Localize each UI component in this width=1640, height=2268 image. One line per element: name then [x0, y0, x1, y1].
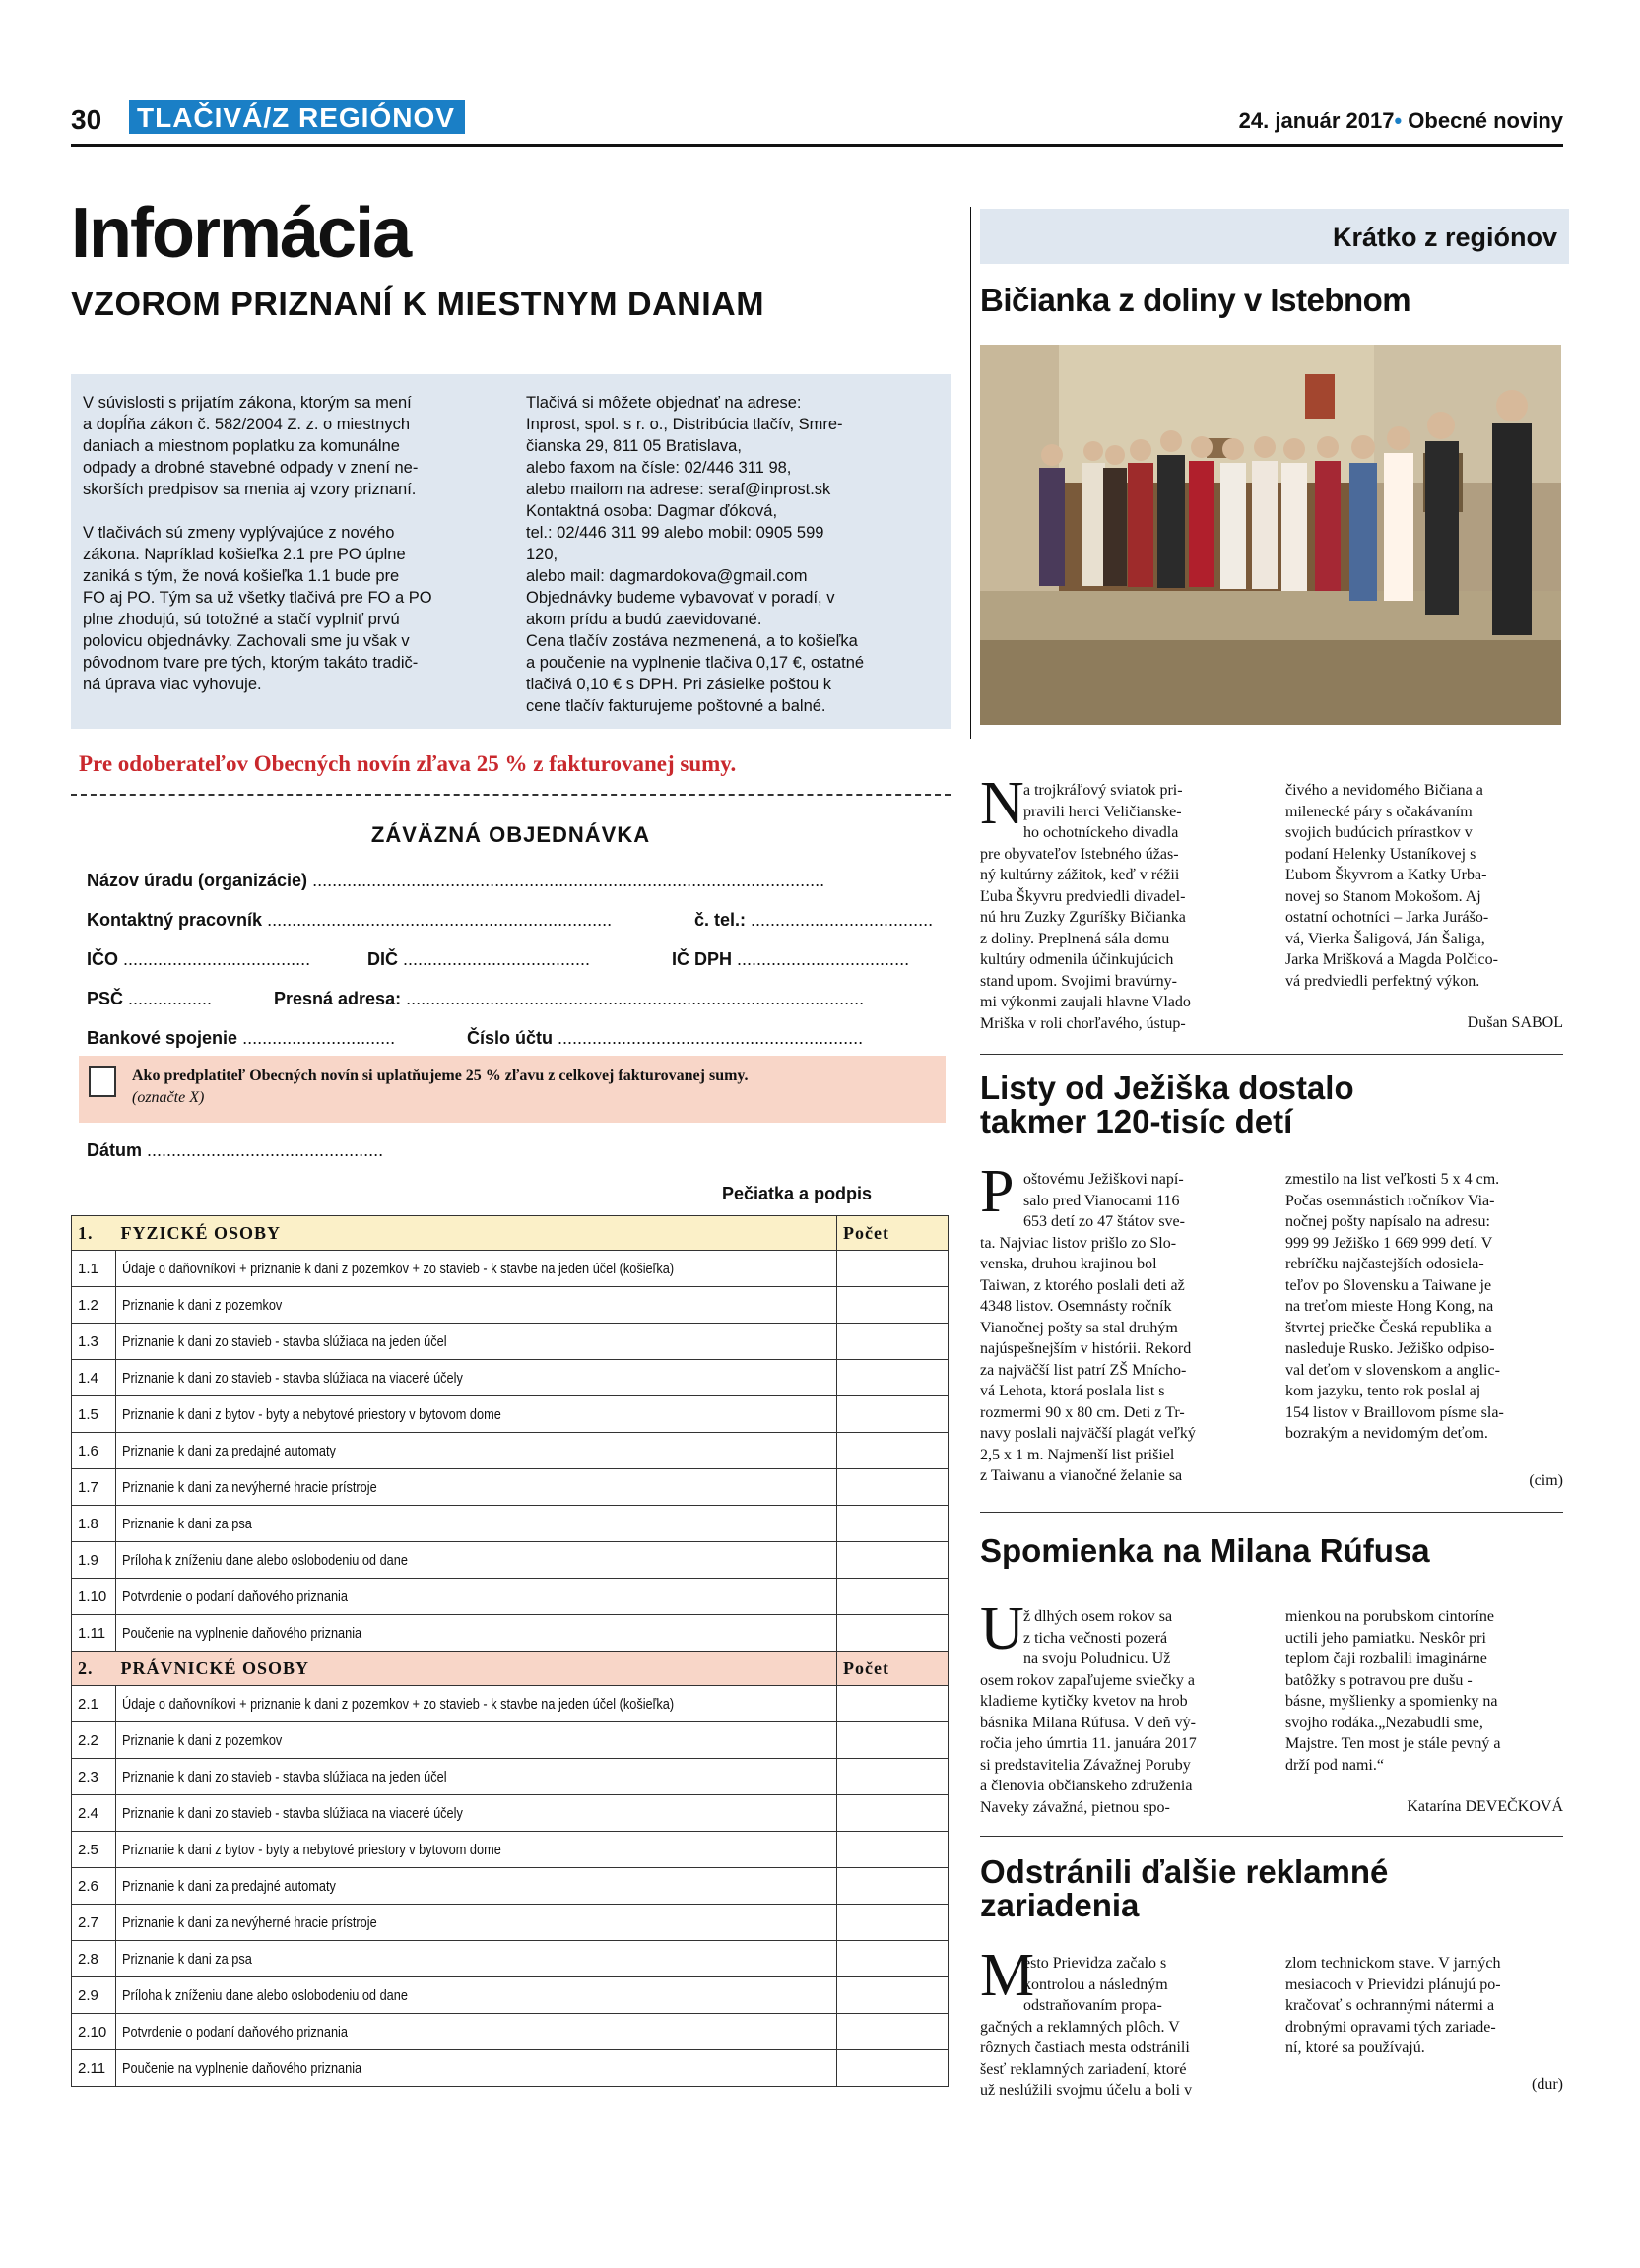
count-cell[interactable]	[837, 1615, 949, 1652]
text-line: mi výkonmi zaujali hlavne Vlado	[980, 994, 1191, 1010]
article-2-byline: (cim)	[1529, 1472, 1563, 1489]
row-number: 2.1	[72, 1686, 116, 1722]
table-row	[72, 1396, 949, 1433]
count-cell[interactable]	[837, 1324, 949, 1360]
table-row	[72, 1615, 949, 1652]
row-number: 2.2	[72, 1722, 116, 1759]
page-title: Informácia	[71, 194, 411, 273]
row-text: Priznanie k dani z pozemkov	[122, 1731, 283, 1749]
row-text: Priznanie k dani za predajné automaty	[122, 1877, 336, 1895]
text-line: z doliny. Preplnená sála domu	[980, 930, 1170, 947]
text-line: Taiwan, z ktorého poslali deti až	[980, 1276, 1185, 1294]
form-order-table	[71, 1215, 949, 2087]
count-cell[interactable]	[837, 1579, 949, 1615]
bank-dots: ...............................	[242, 1028, 396, 1048]
text-line: ta. Najviac listov prišlo zo Slo-	[980, 1234, 1177, 1252]
contact-label: Kontaktný pracovník	[87, 910, 263, 930]
table-row	[72, 1542, 949, 1579]
text-line: kladieme kytičky kvetov na hrob	[980, 1693, 1188, 1710]
icdph-field[interactable]	[672, 949, 909, 970]
article-3-dropcap: U	[980, 1595, 1024, 1662]
tel-field[interactable]	[694, 910, 933, 931]
account-field[interactable]	[467, 1028, 863, 1049]
text-line: oštovému Ježiškovi napí-	[1023, 1171, 1184, 1188]
text-line: na svoju Poludnicu. Už	[1023, 1651, 1171, 1667]
count-cell[interactable]	[837, 1542, 949, 1579]
table-row	[72, 1759, 949, 1795]
article-2-title: Listy od Ježiška dostalo takmer 120-tisíc detí	[980, 1069, 1354, 1139]
bank-label: Bankové spojenie	[87, 1028, 238, 1048]
row-text: Poučenie na vyplnenie daňového priznania	[122, 2059, 362, 2077]
dic-field[interactable]	[367, 949, 590, 970]
psc-label: PSČ	[87, 989, 124, 1008]
row-number: 2.6	[72, 1868, 116, 1905]
psc-field[interactable]	[87, 989, 212, 1009]
text-line: 2,5 x 1 m. Najmenší list prišiel	[980, 1446, 1175, 1463]
text-line: najúspešnejším v histórii. Rekord	[980, 1340, 1192, 1357]
theater-photo-image	[980, 345, 1561, 725]
stamp-label: Pečiatka a podpis	[722, 1184, 873, 1203]
text-line: z Taiwanu a vianočné želanie sa	[980, 1467, 1183, 1484]
text-line: nú hru Zuzky Zguríšky Bičianka	[980, 909, 1186, 926]
text-line: ročia jeho úmrtia 11. januára 2017	[980, 1735, 1197, 1752]
count-cell[interactable]	[837, 1433, 949, 1469]
group-title: FYZICKÉ OSOBY	[120, 1222, 282, 1243]
article-4-dropcap: M	[980, 1942, 1035, 2009]
row-text: Priznanie k dani z pozemkov	[122, 1296, 283, 1314]
address-dots: .............................................................................................	[406, 989, 865, 1008]
subscriber-hint: (označte X)	[132, 1089, 205, 1106]
table-row	[72, 2014, 949, 2050]
icdph-dots: ...................................	[737, 949, 910, 969]
text-line: esto Prievidza začalo s	[1023, 1955, 1167, 1972]
text-line: 653 detí zo 47 štátov sve-	[1023, 1213, 1185, 1230]
row-text: Priznanie k dani zo stavieb - stavba slúžiaca na jeden účel	[122, 1332, 447, 1350]
table-row	[72, 1287, 949, 1324]
text-line: Vianočnej pošty sa stal druhým	[980, 1319, 1178, 1336]
theater-photo	[980, 345, 1561, 725]
info-box	[71, 374, 951, 729]
text-line: rôznych častiach mesta odstránili	[980, 2040, 1190, 2056]
bullet-icon: •	[1394, 108, 1403, 133]
table-row	[72, 1579, 949, 1615]
issue-date: 24. január 2017	[1238, 108, 1395, 133]
row-text: Potvrdenie o podaní daňového priznania	[122, 1588, 348, 1605]
row-text: Priznanie k dani za nevýherné hracie prístroje	[122, 1478, 377, 1496]
ico-field[interactable]	[87, 949, 310, 970]
text-line: rozmermi 90 x 80 cm. Deti z Tr-	[980, 1403, 1185, 1421]
row-text: Priznanie k dani zo stavieb - stavba slúžiaca na viaceré účely	[122, 1369, 463, 1387]
text-line: za najväčší list patrí ZŠ Mníchо-	[980, 1361, 1187, 1379]
text-line: Naveky závažná, pietnou spo-	[980, 1798, 1170, 1816]
row-text: Poučenie na vyplnenie daňového priznania	[122, 1624, 362, 1642]
row-number: 2.7	[72, 1905, 116, 1941]
order-title: ZÁVÄZNÁ OBJEDNÁVKA	[370, 822, 651, 847]
article-2-col1	[980, 1169, 1256, 1487]
count-cell[interactable]	[837, 1722, 949, 1759]
group-number: 2.	[78, 1657, 94, 1678]
ico-label: IČO	[87, 949, 119, 969]
table-row	[72, 1832, 949, 1868]
subscriber-checkbox[interactable]	[89, 1066, 116, 1097]
row-number: 2.4	[72, 1795, 116, 1832]
org-label: Názov úradu (organizácie)	[87, 871, 308, 890]
table-row	[72, 1905, 949, 1941]
contact-field[interactable]	[87, 910, 612, 931]
count-header: Počet	[837, 1216, 949, 1251]
row-number: 2.8	[72, 1941, 116, 1977]
org-field[interactable]	[87, 871, 824, 891]
address-field[interactable]	[274, 989, 864, 1009]
issue-info	[1239, 108, 1563, 134]
row-text: Príloha k zníženiu dane alebo oslobodeniu od dane	[122, 1551, 408, 1569]
tel-dots: .....................................	[751, 910, 934, 930]
table-row	[72, 1251, 949, 1287]
table-row	[72, 1722, 949, 1759]
count-cell[interactable]	[837, 2050, 949, 2087]
count-cell[interactable]	[837, 1251, 949, 1287]
row-number: 1.9	[72, 1542, 116, 1579]
account-label: Číslo účtu	[467, 1028, 554, 1048]
page-subtitle: VZOROM PRIZNANÍ K MIESTNYM DANIAM	[71, 286, 765, 323]
row-number: 1.1	[72, 1251, 116, 1287]
text-line: gačných a reklamných plôch. V	[980, 2018, 1180, 2036]
row-text: Potvrdenie o podaní daňového priznania	[122, 2023, 348, 2041]
count-header: Počet	[837, 1652, 949, 1686]
discount-note: Pre odoberateľov Obecných novín zľava 25 % z fakturovanej sumy.	[79, 751, 737, 776]
date-label: Dátum	[87, 1140, 143, 1160]
article-1-dropcap: N	[980, 770, 1024, 837]
table-row	[72, 1868, 949, 1905]
table-row	[72, 2050, 949, 2087]
section-label: TLAČIVÁ/Z REGIÓNOV	[129, 100, 465, 134]
table-row	[72, 1686, 949, 1722]
row-number: 1.5	[72, 1396, 116, 1433]
row-text: Priznanie k dani za psa	[122, 1515, 252, 1532]
article-1-col2: čivého a nevidomého Bičiana a milenecké páry s očakávaním svojich budúcich prírastkov v podaní Helenky Ustaníkovej s Ľubom Škyvrom a Katky Urba- novej so Stanom Mokošom. Aj ostatní ochotníci – Jarka Jurášo- vá, Vierka Šaligová, Ján Šaliga, Jarka Mrišková a Magda Polčico- vá predviedli perfektný výkon.	[1285, 782, 1498, 990]
table-group-header	[72, 1216, 949, 1251]
column-divider	[970, 207, 971, 739]
text-line: Ľuba Škyvru predviedli divadel-	[980, 887, 1186, 905]
date-field[interactable]	[87, 1140, 383, 1161]
table-row	[72, 1360, 949, 1396]
ico-dots: ......................................	[123, 949, 311, 969]
article-divider-1	[980, 1054, 1563, 1055]
text-line: Mriška v roli chorľavého, ústup-	[980, 1014, 1186, 1032]
header-rule	[71, 144, 1563, 147]
text-line: venska, druhou krajinou bol	[980, 1256, 1157, 1272]
row-number: 1.2	[72, 1287, 116, 1324]
count-cell[interactable]	[837, 1396, 949, 1433]
text-line: a členovia občianskeho združenia	[980, 1778, 1193, 1794]
text-line: stand upom. Svojimi bravúrny-	[980, 972, 1177, 990]
table-row	[72, 1941, 949, 1977]
tel-label: č. tel.:	[694, 910, 747, 930]
row-number: 2.3	[72, 1759, 116, 1795]
row-text: Príloha k zníženiu dane alebo oslobodeniu od dane	[122, 1986, 408, 2004]
article-divider-2	[980, 1512, 1563, 1513]
group-title: PRÁVNICKÉ OSOBY	[120, 1657, 310, 1678]
text-line: si predstavitelia Závažnej Poruby	[980, 1756, 1191, 1774]
count-cell[interactable]	[837, 1868, 949, 1905]
row-number: 1.7	[72, 1469, 116, 1506]
count-cell[interactable]	[837, 1287, 949, 1324]
group-number: 1.	[78, 1222, 94, 1243]
text-line: vá Lehota, ktorá poslala list s	[980, 1383, 1165, 1399]
article-2-col2: zmestilo na list veľkosti 5 x 4 cm. Počas osemnástich ročníkov Via- nočnej pošty napísalo na adresu: 999 99 Ježiško 1 669 999 detí. V rebríčku najčastejších odosiela- teľov po Slovensku a Taiwane je na treťom mieste Hong Kong, na štvrtej priečke Česká republika a nasleduje Rusko. Ježiško odpiso- val deťom v slovenskom a anglic- kom jazyku, tento rok poslal aj 154 listov v Braillovom písme sla- bozrakým a nevidomým deťom.	[1285, 1171, 1504, 1442]
article-4-col2: zlom technickom stave. V jarných mesiacoch v Prievidzi plánujú po- kračovať s ochrannými nátermi a drobnými opravami tých zariade- ní, ktoré sa používajú.	[1285, 1955, 1501, 2056]
text-line: básnika Milana Rúfusa. V deň vý-	[980, 1714, 1196, 1731]
article-3-col1	[980, 1606, 1256, 1818]
article-3-title: Spomienka na Milana Rúfusa	[980, 1532, 1430, 1569]
row-text: Priznanie k dani za nevýherné hracie prístroje	[122, 1913, 377, 1931]
paper-name: Obecné noviny	[1408, 108, 1563, 133]
row-number: 1.4	[72, 1360, 116, 1396]
count-cell[interactable]	[837, 1941, 949, 1977]
text-line: odstraňovaním propa-	[1023, 1997, 1162, 2014]
text-line: pre obyvateľov Istebného úžas-	[980, 845, 1179, 863]
article-3-col2: mienkou na porubskom cintoríne uctili jeho pamiatku. Neskôr pri teplom čaji rozbalili imaginárne batôžky s potravou pre dušu - básne, myšlienky a spomienky na svojho rodáka.„Nezabudli sme, Majstre. Ten most je stále pevný a drží pod nami.“	[1285, 1608, 1501, 1774]
row-text: Priznanie k dani z bytov - byty a nebytové priestory v bytovom dome	[122, 1841, 501, 1858]
row-number: 2.9	[72, 1977, 116, 2014]
text-line: ž dlhých osem rokov sa	[1023, 1608, 1173, 1625]
count-cell[interactable]	[837, 1686, 949, 1722]
table-row	[72, 1977, 949, 2014]
article-4-title: Odstránili ďalšie reklamné zariadenia	[980, 1853, 1389, 1923]
row-number: 2.11	[72, 2050, 116, 2087]
text-line: z ticha večnosti pozerá	[1023, 1629, 1168, 1647]
table-row	[72, 1469, 949, 1506]
row-text: Priznanie k dani zo stavieb - stavba slúžiaca na jeden účel	[122, 1768, 447, 1785]
org-dots: ........................................................................................................	[312, 871, 825, 890]
subscriber-discount-row	[79, 1056, 946, 1123]
article-4-byline: (dur)	[1532, 2076, 1563, 2093]
bank-field[interactable]	[87, 1028, 395, 1049]
row-number: 1.3	[72, 1324, 116, 1360]
count-cell[interactable]	[837, 1905, 949, 1941]
count-cell[interactable]	[837, 1360, 949, 1396]
account-dots: ..............................................................	[558, 1028, 864, 1048]
text-line: 4348 listov. Osemnásty ročník	[980, 1298, 1172, 1315]
table-row	[72, 1433, 949, 1469]
dic-label: DIČ	[367, 949, 398, 969]
text-line: šesť reklamných zariadení, ktoré	[980, 2060, 1187, 2078]
row-number: 1.6	[72, 1433, 116, 1469]
article-4-col1	[980, 1953, 1256, 2102]
count-cell[interactable]	[837, 2014, 949, 2050]
contact-dots: ......................................................................	[267, 910, 613, 930]
article-divider-3	[980, 1836, 1563, 1837]
article-1-byline: Dušan SABOL	[1467, 1014, 1563, 1031]
address-label: Presná adresa:	[274, 989, 402, 1008]
row-text: Priznanie k dani za psa	[122, 1950, 252, 1968]
row-text: Priznanie k dani za predajné automaty	[122, 1442, 336, 1459]
row-number: 1.8	[72, 1506, 116, 1542]
text-line: už neslúžili svojmu účelu a boli v	[980, 2082, 1193, 2099]
row-number: 2.5	[72, 1832, 116, 1868]
text-line: a trojkráľový sviatok pri-	[1023, 782, 1183, 799]
count-cell[interactable]	[837, 1759, 949, 1795]
table-row	[72, 1324, 949, 1360]
info-column-2: Tlačivá si môžete objednať na adrese: Inprost, spol. s r. o., Distribúcia tlačív, Smre- čianska 29, 811 05 Bratislava, alebo faxom na čísle: 02/446 311 98, alebo mailom na adrese: seraf@inprost.sk Kontaktná osoba: Dagmar ďóková, tel.: 02/446 311 99 alebo mobil: 0905 599 120, alebo mail: dagmardokova@gmail.com Objednávky budeme vybavovať v poradí, v akom prídu a budú zaevidované. Cena tlačív zostáva nezmenená, a to košieľka a poučenie na vyplnenie tlačiva 0,17 €, ostatné tlačivá 0,10 € s DPH. Pri zásielke poštou k cene tlačív fakturujeme poštovné a balné.	[526, 394, 865, 715]
table-row	[72, 1506, 949, 1542]
row-number: 1.10	[72, 1579, 116, 1615]
region-news-label-box	[980, 209, 1569, 264]
page-number: 30	[71, 104, 102, 135]
text-line: ný kultúrny zážitok, keď v réžii	[980, 867, 1180, 883]
count-cell[interactable]	[837, 1795, 949, 1832]
article-1-col1	[980, 780, 1256, 1034]
article-1-title: Bičianka z doliny v Istebnom	[980, 282, 1411, 318]
text-line: kultúry odmenila účinkujúcich	[980, 951, 1174, 968]
dic-dots: ......................................	[403, 949, 591, 969]
text-line: salo pred Vianocami 116	[1023, 1192, 1180, 1209]
text-line: kontrolou a následným	[1023, 1976, 1168, 1993]
row-text: Priznanie k dani zo stavieb - stavba slúžiaca na viaceré účely	[122, 1804, 463, 1822]
subscriber-text: Ako predplatiteľ Obecných novín si uplatňujeme 25 % zľavu z celkovej fakturovanej sumy.	[132, 1068, 749, 1084]
row-text: Priznanie k dani z bytov - byty a nebytové priestory v bytovom dome	[122, 1405, 501, 1423]
text-line: navy poslali najväčší plagát veľký	[980, 1425, 1196, 1442]
table-group-header	[72, 1652, 949, 1686]
info-column-1: V súvislosti s prijatím zákona, ktorým sa mení a dopĺňa zákon č. 582/2004 Z. z. o miestnych daniach a miestnom poplatku za komunálne odpady a drobné stavebné odpady v znení ne- skorších predpisov sa menia aj vzory priznaní. V tlačivách sú zmeny vyplývajúce z nového zákona. Napríklad košieľka 2.1 pre PO úplne zaniká s tým, že nová košieľka 1.1 bude pre FO aj PO. Tým sa už všetky tlačivá pre FO a PO plne zhodujú, sú totožné a stačí vyplniť prvú polovicu objednávky. Zachovali sme ju však v pôvodnom tvare pre tých, ktorým takáto tradič- ná úprava viac vyhovuje.	[83, 394, 432, 693]
psc-dots: .................	[128, 989, 213, 1008]
count-cell[interactable]	[837, 1977, 949, 2014]
count-cell[interactable]	[837, 1832, 949, 1868]
text-line: pravili herci Veličianske-	[1023, 803, 1182, 820]
row-text: Údaje o daňovníkovi + priznanie k dani z pozemkov + zo stavieb - k stavbe na jeden účel (košieľka)	[122, 1260, 675, 1277]
count-cell[interactable]	[837, 1506, 949, 1542]
cut-line	[71, 794, 951, 796]
icdph-label: IČ DPH	[672, 949, 733, 969]
count-cell[interactable]	[837, 1469, 949, 1506]
date-dots: ................................................	[147, 1140, 384, 1160]
text-line: ho ochotníckeho divadla	[1023, 824, 1179, 841]
row-number: 2.10	[72, 2014, 116, 2050]
article-2-dropcap: P	[980, 1158, 1015, 1225]
article-3-byline: Katarína DEVEČKOVÁ	[1407, 1798, 1563, 1815]
row-text: Údaje o daňovníkovi + priznanie k dani z pozemkov + zo stavieb - k stavbe na jeden účel (košieľka)	[122, 1695, 675, 1713]
row-number: 1.11	[72, 1615, 116, 1652]
region-news-label: Krátko z regiónov	[1332, 223, 1557, 252]
text-line: osem rokov zapaľujeme sviečky a	[980, 1671, 1195, 1689]
table-row	[72, 1795, 949, 1832]
